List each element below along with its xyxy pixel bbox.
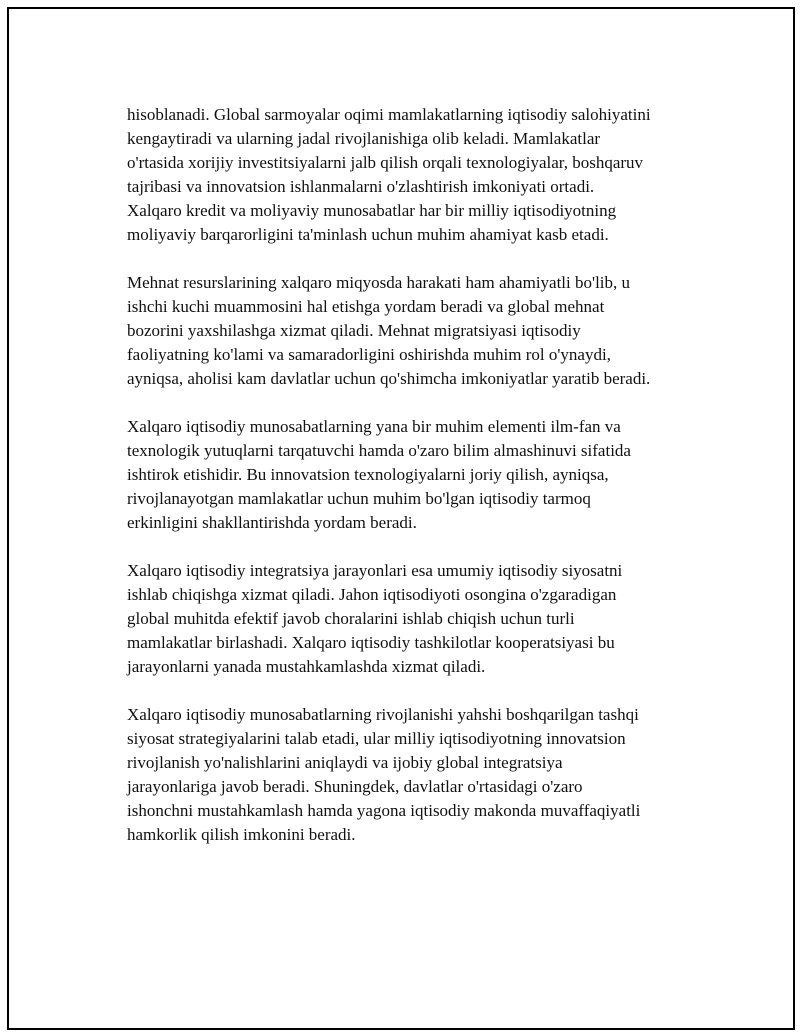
paragraph-4 xyxy=(127,559,717,679)
text-line: erkinligini shakllantirishda yordam beradi. xyxy=(127,513,417,532)
text-line: Mehnat resurslarining xalqaro miqyosda harakati ham ahamiyatli bo'lib, u xyxy=(127,273,631,292)
text-line: ishlab chiqishga xizmat qiladi. Jahon iqtisodiyoti osongina o'zgaradigan xyxy=(127,585,617,604)
text-line: rivojlanish yo'nalishlarini aniqlaydi va ijobiy global integratsiya xyxy=(127,753,563,772)
text-line: ishtirok etishidir. Bu innovatsion texnologiyalarni joriy qilish, ayniqsa, xyxy=(127,465,609,484)
paragraph-3 xyxy=(127,415,717,535)
text-line: jarayonlariga javob beradi. Shuningdek, davlatlar o'rtasidagi o'zaro xyxy=(127,777,583,796)
text-line: Xalqaro iqtisodiy munosabatlarning rivojlanishi yahshi boshqarilgan tashqi xyxy=(127,705,639,724)
page-frame xyxy=(7,7,795,1030)
text-line: kengaytiradi va ularning jadal rivojlanishiga olib keladi. Mamlakatlar xyxy=(127,129,601,148)
paragraph-5 xyxy=(127,703,717,847)
text-line: tajribasi va innovatsion ishlanmalarni o'zlashtirish imkoniyati ortadi. xyxy=(127,177,595,196)
text-line: ishchi kuchi muammosini hal etishga yordam beradi va global mehnat xyxy=(127,297,605,316)
text-line: ayniqsa, aholisi kam davlatlar uchun qo'shimcha imkoniyatlar yaratib beradi. xyxy=(127,369,651,388)
text-line: Xalqaro iqtisodiy munosabatlarning yana bir muhim elementi ilm-fan va xyxy=(127,417,621,436)
document-body xyxy=(127,103,717,871)
text-line: texnologik yutuqlarni tarqatuvchi hamda o'zaro bilim almashinuvi sifatida xyxy=(127,441,631,460)
text-line: Xalqaro kredit va moliyaviy munosabatlar har bir milliy iqtisodiyotning xyxy=(127,201,617,220)
text-line: moliyaviy barqarorligini ta'minlash uchun muhim ahamiyat kasb etadi. xyxy=(127,225,609,244)
text-line: faoliyatning ko'lami va samaradorligini oshirishda muhim rol o'ynaydi, xyxy=(127,345,611,364)
text-line: hamkorlik qilish imkonini beradi. xyxy=(127,825,356,844)
text-line: ishonchni mustahkamlash hamda yagona iqtisodiy makonda muvaffaqiyatli xyxy=(127,801,641,820)
text-line: hisoblanadi. Global sarmoyalar oqimi mamlakatlarning iqtisodiy salohiyatini xyxy=(127,105,651,124)
text-line: Xalqaro iqtisodiy integratsiya jarayonlari esa umumiy iqtisodiy siyosatni xyxy=(127,561,623,580)
text-line: rivojlanayotgan mamlakatlar uchun muhim bo'lgan iqtisodiy tarmoq xyxy=(127,489,591,508)
text-line: bozorini yaxshilashga xizmat qiladi. Mehnat migratsiyasi iqtisodiy xyxy=(127,321,581,340)
text-line: global muhitda efektif javob choralarini ishlab chiqish uchun turli xyxy=(127,609,575,628)
text-line: siyosat strategiyalarini talab etadi, ular milliy iqtisodiyotning innovatsion xyxy=(127,729,626,748)
paragraph-1 xyxy=(127,103,717,247)
text-line: mamlakatlar birlashadi. Xalqaro iqtisodiy tashkilotlar kooperatsiyasi bu xyxy=(127,633,615,652)
text-line: jarayonlarni yanada mustahkamlashda xizmat qiladi. xyxy=(127,657,486,676)
paragraph-2 xyxy=(127,271,717,391)
text-line: o'rtasida xorijiy investitsiyalarni jalb qilish orqali texnologiyalar, boshqaruv xyxy=(127,153,644,172)
